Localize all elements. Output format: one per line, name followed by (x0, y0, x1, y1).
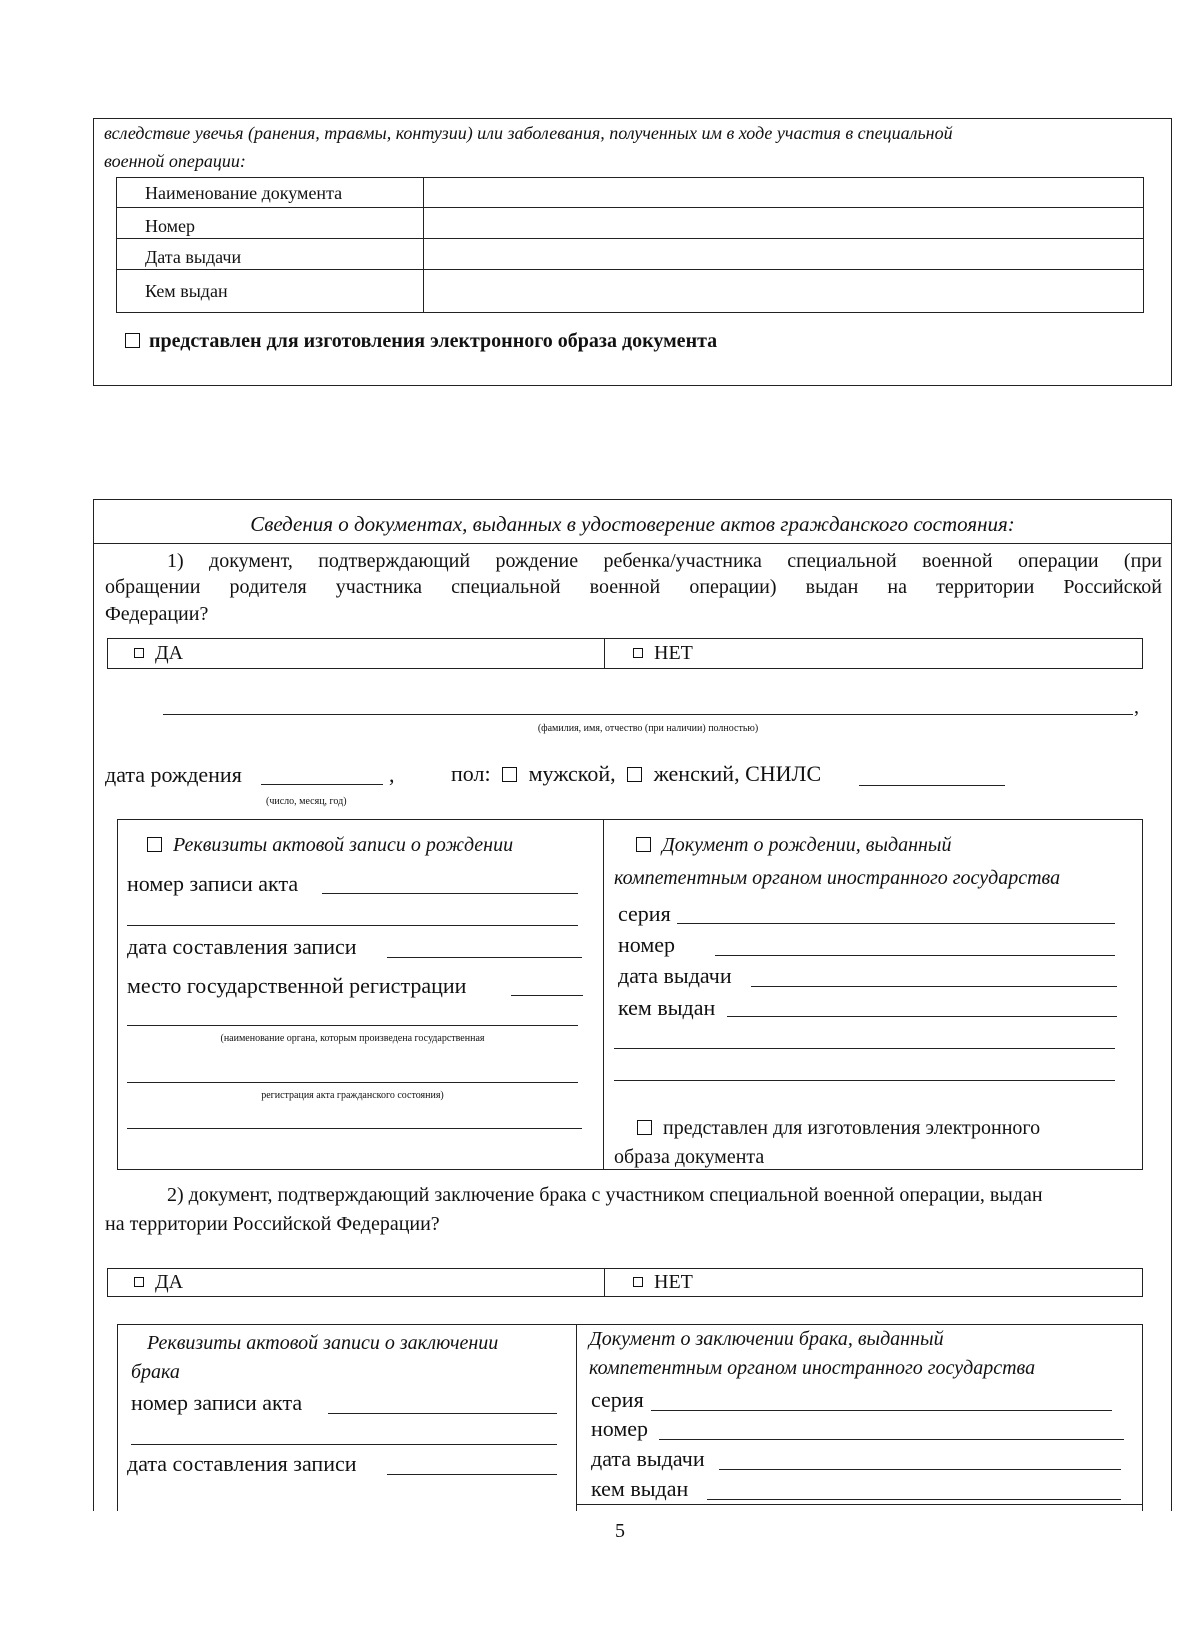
marriage-right-title-1: Документ о заключении брака, выданный (589, 1328, 944, 1350)
row-value-number[interactable] (428, 211, 1138, 235)
marriage-record-no-field[interactable] (328, 1413, 557, 1414)
birth-electronic-row (637, 1117, 1040, 1140)
row-value-doc-name[interactable] (428, 180, 1138, 204)
snils-field[interactable] (859, 785, 1005, 786)
birth-reg-place-label: место государственной регистрации (127, 973, 467, 998)
female-checkbox[interactable] (627, 767, 642, 782)
q1-line-1: 1) документ, подтверждающий рождение ребенка/участника специальной военной операции (при (167, 550, 1162, 572)
birth-left-title: Реквизиты актовой записи о рождении (173, 834, 514, 856)
birth-reg-place-field[interactable] (511, 995, 583, 996)
gender-label: пол: (451, 761, 491, 786)
q1-yes-label: ДА (155, 642, 184, 664)
dob-label: дата рождения (105, 762, 242, 787)
marriage-series-label: серия (591, 1387, 644, 1412)
electronic-copy-checkbox[interactable] (125, 333, 140, 348)
fio-line[interactable] (163, 714, 1133, 715)
birth-electronic-label-2: образа документа (614, 1146, 765, 1168)
q2-no-label: НЕТ (654, 1271, 693, 1293)
foreign-birth-checkbox[interactable] (636, 837, 651, 852)
q2-yes-label: ДА (155, 1271, 184, 1293)
birth-issued-by-field[interactable] (727, 1016, 1117, 1017)
birth-electronic-label-1: представлен для изготовления электронного (663, 1117, 1041, 1139)
birth-issued-by-field-3[interactable] (614, 1080, 1115, 1081)
birth-right-title-row (636, 834, 951, 857)
birth-issued-by-label: кем выдан (618, 995, 716, 1020)
q1-no-label: НЕТ (654, 642, 693, 664)
birth-reg-place-field-4[interactable] (127, 1128, 582, 1129)
q1-no-option[interactable] (633, 642, 693, 665)
intro-line-2: военной операции: (104, 151, 246, 171)
q2-no-checkbox[interactable] (633, 1277, 643, 1287)
row-label-issue-date: Дата выдачи (145, 247, 242, 267)
row-label-doc-name: Наименование документа (145, 183, 343, 203)
dob-field[interactable] (261, 784, 383, 785)
marriage-record-date-field[interactable] (387, 1474, 557, 1475)
birth-right-title-1: Документ о рождении, выданный (662, 834, 952, 856)
birth-record-no-label: номер записи акта (127, 871, 299, 896)
section-title: Сведения о документах, выданных в удостоверение актов гражданского состояния: (250, 512, 1015, 536)
q1-no-checkbox[interactable] (633, 648, 643, 658)
birth-reg-place-field-2[interactable] (127, 1025, 578, 1026)
birth-number-field[interactable] (715, 955, 1115, 956)
marriage-issue-date-label: дата выдачи (591, 1446, 705, 1471)
fio-caption: (фамилия, имя, отчество (при наличии) полностью) (537, 723, 759, 734)
marriage-issued-by-field[interactable] (707, 1499, 1121, 1500)
birth-right-title-2: компетентным органом иностранного государства (614, 867, 1061, 889)
marriage-number-label: номер (591, 1416, 649, 1441)
birth-caption-1: (наименование органа, которым произведена государственная (220, 1033, 485, 1044)
row-label-number: Номер (145, 216, 196, 236)
marriage-record-no-field-2[interactable] (131, 1444, 557, 1445)
row-value-issue-date[interactable] (428, 242, 1138, 266)
q1-line-3: Федерации? (105, 603, 209, 625)
birth-number-label: номер (618, 932, 676, 957)
q1-yes-checkbox[interactable] (134, 648, 144, 658)
marriage-left-title-1: Реквизиты актовой записи о заключении (147, 1332, 499, 1354)
female-label: женский, СНИЛС (653, 761, 822, 786)
birth-issue-date-label: дата выдачи (618, 963, 732, 988)
birth-issued-by-field-2[interactable] (614, 1048, 1115, 1049)
q2-answer-row (107, 1268, 1143, 1297)
marriage-record-no-label: номер записи акта (131, 1390, 303, 1415)
q2-line-2: на территории Российской Федерации? (105, 1213, 440, 1235)
birth-electronic-checkbox[interactable] (637, 1120, 652, 1135)
q1-line-2: обращении родителя участника специальной военной операции) выдан на территории Российской (105, 576, 1162, 598)
birth-record-checkbox[interactable] (147, 837, 162, 852)
marriage-right-title-2: компетентным органом иностранного государства (589, 1357, 1036, 1379)
q1-yes-option[interactable] (134, 642, 183, 665)
male-checkbox[interactable] (502, 767, 517, 782)
q2-no-option[interactable] (633, 1271, 693, 1294)
birth-series-label: серия (618, 901, 671, 926)
gender-row (451, 761, 821, 787)
male-label: мужской, (528, 761, 616, 786)
birth-issue-date-field[interactable] (751, 986, 1117, 987)
q1-answer-row (107, 638, 1143, 669)
dob-caption: (число, месяц, год) (266, 796, 347, 807)
marriage-number-field[interactable] (659, 1439, 1124, 1440)
electronic-copy-label: представлен для изготовления электронного образа документа (149, 330, 718, 352)
marriage-left-title-2: брака (131, 1361, 180, 1383)
q2-yes-option[interactable] (134, 1271, 183, 1294)
electronic-copy-checkbox-row (125, 330, 717, 353)
birth-record-no-field-2[interactable] (127, 925, 578, 926)
birth-reg-place-field-3[interactable] (127, 1082, 578, 1083)
row-label-issued-by: Кем выдан (145, 281, 228, 301)
birth-caption-2: регистрация акта гражданского состояния) (261, 1090, 444, 1101)
birth-record-date-field[interactable] (387, 957, 582, 958)
marriage-series-field[interactable] (651, 1410, 1112, 1411)
marriage-issued-by-label: кем выдан (591, 1476, 689, 1501)
intro-line-1: вследствие увечья (ранения, травмы, контузии) или заболевания, полученных им в ходе участия в специальной (104, 123, 953, 143)
page-number: 5 (615, 1520, 625, 1542)
q2-yes-checkbox[interactable] (134, 1277, 144, 1287)
birth-left-title-row (147, 834, 513, 857)
marriage-record-date-label: дата составления записи (127, 1451, 357, 1476)
birth-series-field[interactable] (677, 923, 1115, 924)
birth-record-no-field[interactable] (322, 893, 578, 894)
row-value-issued-by[interactable] (428, 273, 1138, 309)
marriage-issue-date-field[interactable] (719, 1469, 1121, 1470)
q2-line-1: 2) документ, подтверждающий заключение брака с участником специальной военной операции, выдан (167, 1184, 1043, 1206)
birth-record-date-label: дата составления записи (127, 934, 357, 959)
